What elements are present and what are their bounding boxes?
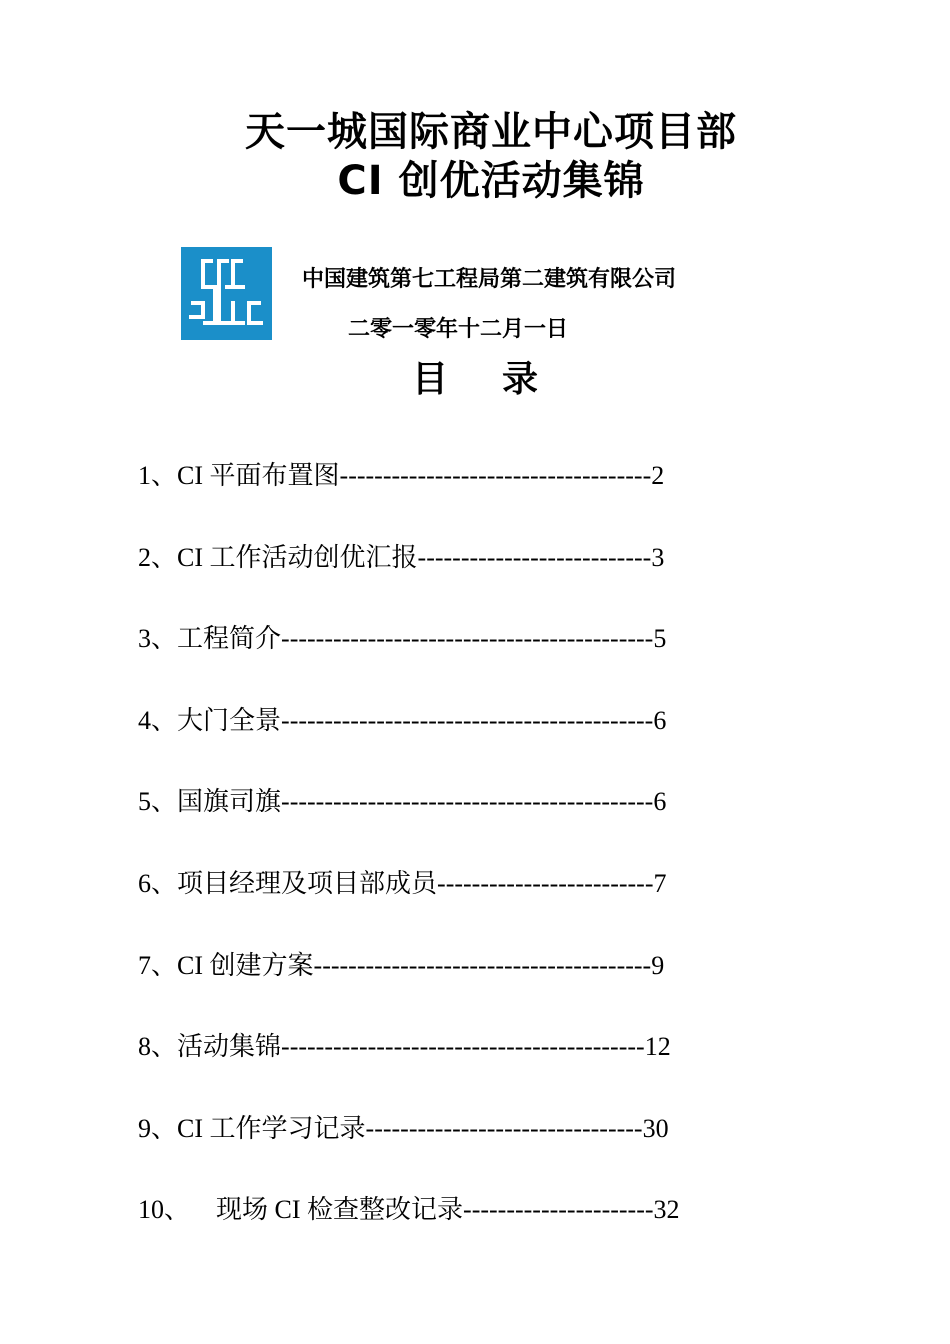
toc-entry-label: 活动集锦 [177,1032,282,1062]
toc-entry-leader: ---------------------- [463,1195,654,1225]
toc-entry-page: 9 [651,950,665,980]
toc-entry-label: 国旗司旗 [177,787,282,817]
toc-entry-label: CI 工作学习记录 [177,1113,366,1143]
toc-entry-leader: -------------------------------- [365,1113,643,1143]
toc-entry-leader: ------------------------------------------- [281,787,654,817]
toc-entry-leader: ------------------------------------------ [281,1032,645,1062]
company-name: 中国建筑第七工程局第二建筑有限公司 [302,267,677,292]
document-title-line-2: CI 创优活动集锦 [337,158,645,204]
cscec-logo-icon [181,247,272,340]
toc-entry-3[interactable] [138,618,680,700]
toc-entry-9[interactable] [138,1108,680,1190]
toc-entry-page: 5 [653,624,667,654]
toc-entry-leader: --------------------------- [417,542,652,572]
toc-entry-label: 工程简介 [177,624,282,654]
toc-entry-7[interactable] [138,945,680,1027]
toc-entry-leader: ------------------------------------------- [281,624,654,654]
toc-entry-number: 5、 [138,787,178,817]
toc-entry-number: 4、 [138,705,178,735]
toc-entry-8[interactable] [138,1026,680,1108]
toc-entry-number: 8、 [138,1032,178,1062]
toc-entry-page: 6 [653,787,667,817]
toc-entry-leader: ------------------------------------------- [281,705,654,735]
toc-entry-number: 3、 [138,624,178,654]
toc-entry-number: 10、 [138,1195,191,1225]
document-date: 二零一零年十二月一日 [348,317,569,342]
toc-entry-label: 大门全景 [177,705,282,735]
toc-entry-page: 7 [653,868,667,898]
toc-entry-leader: ------------------------------------ [339,461,652,490]
document-title-line-1: 天一城国际商业中心项目部 [245,109,737,155]
toc-entry-number: 7、 [138,950,178,980]
toc-entry-label: CI 工作活动创优汇报 [177,542,418,572]
toc-entry-number: 6、 [138,868,178,898]
toc-entry-leader: ------------------------- [437,868,654,898]
toc-entry-10[interactable] [138,1189,680,1271]
toc-entry-number: 2、 [138,542,178,572]
toc-entry-page: 12 [644,1032,671,1062]
toc-entry-leader: --------------------------------------- [313,950,652,980]
toc-heading-char-2: 录 [502,358,539,400]
toc-heading [0,355,950,403]
toc-entry-number: 1、 [138,461,178,490]
toc-entry-label: CI 平面布置图 [177,461,340,490]
table-of-contents [138,455,680,1271]
toc-entry-number: 9、 [138,1113,178,1143]
toc-entry-page: 6 [653,705,667,735]
toc-entry-label: 项目经理及项目部成员 [177,868,438,898]
toc-entry-6[interactable] [138,863,680,945]
toc-entry-page: 32 [653,1195,680,1225]
toc-entry-label: 现场 CI 检查整改记录 [190,1195,464,1225]
toc-entry-2[interactable] [138,537,680,619]
toc-heading-char-1: 目 [411,358,448,400]
toc-entry-4[interactable] [138,700,680,782]
toc-entry-page: 2 [651,461,665,490]
toc-entry-page: 3 [651,542,665,572]
toc-entry-1[interactable] [138,455,680,537]
toc-entry-page: 30 [642,1113,669,1143]
toc-entry-5[interactable] [138,781,680,863]
toc-entry-label: CI 创建方案 [177,950,314,980]
